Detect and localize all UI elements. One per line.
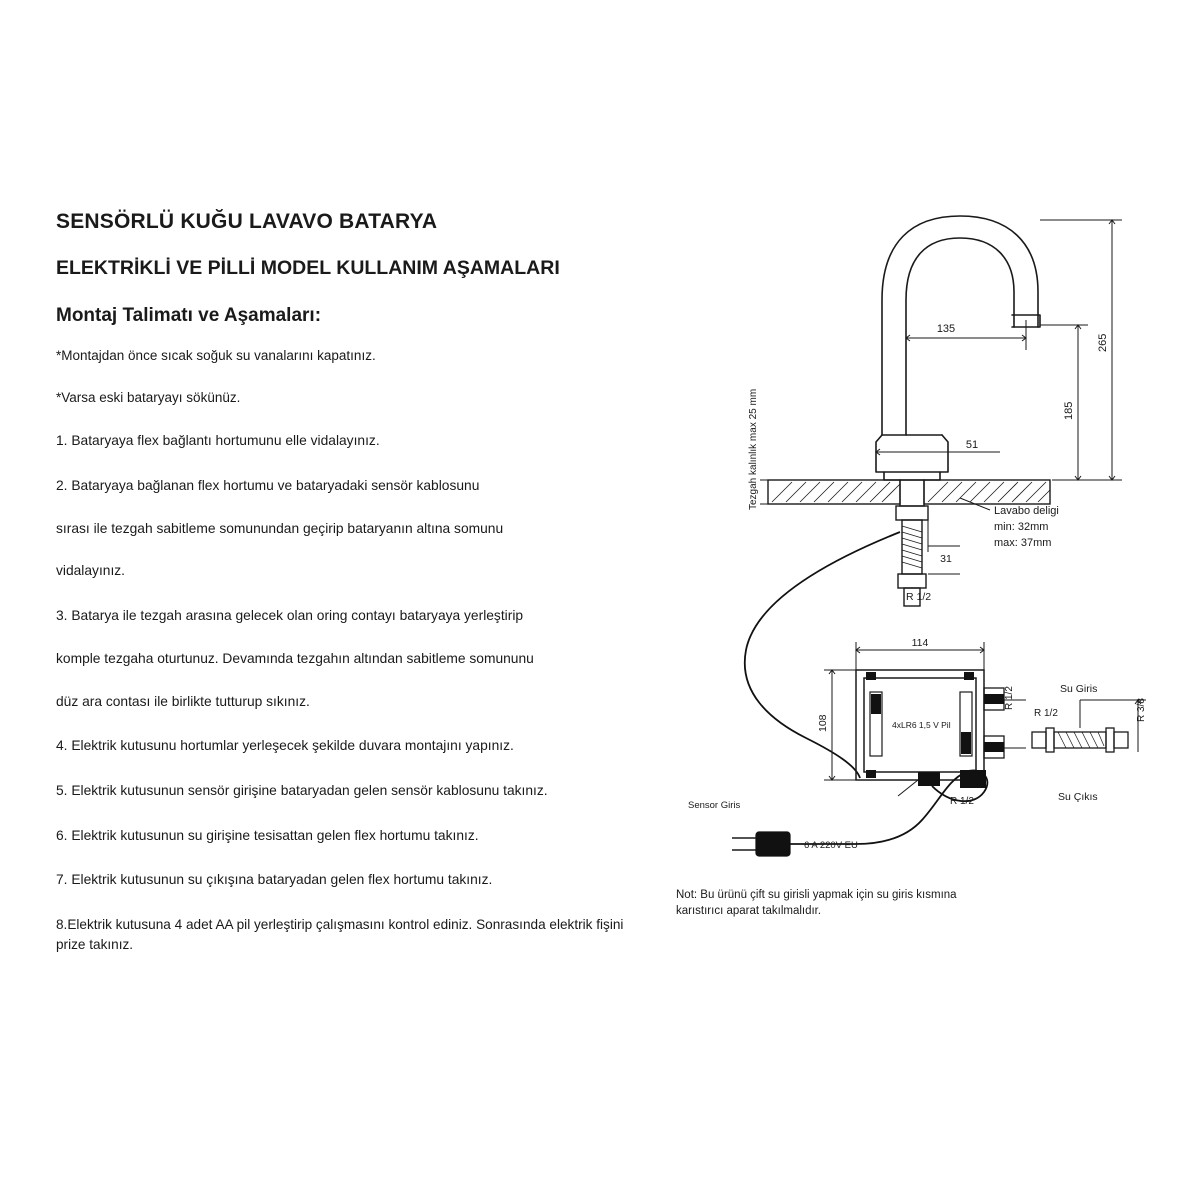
- label-body-height: 185: [1063, 401, 1075, 420]
- step-2-cont-2: vidalayınız.: [56, 563, 126, 579]
- step-6-text: 6. Elektrik kutusunun su girişine tesisattan gelen flex hortumu takınız.: [56, 827, 479, 843]
- label-basin-hole-title: Lavabo deligi: [994, 505, 1059, 517]
- step-3: [56, 606, 656, 712]
- label-hose-left-thread: R 1/2: [1034, 708, 1058, 719]
- label-thread-length: 31: [940, 553, 952, 565]
- label-plug-rating: 6 A 220V EU: [804, 840, 858, 851]
- step-2-text: 2. Bataryaya bağlanan flex hortumu ve bataryadaki sensör kablosunu: [56, 478, 480, 494]
- step-3-cont-2: düz ara contası ile birlikte tutturup sıkınız.: [56, 693, 310, 709]
- step-3-text: 3. Batarya ile tezgah arasına gelecek olan oring contayı bataryaya yerleştirip: [56, 608, 524, 624]
- step-5-text: 5. Elektrik kutusunun sensör girişine bataryadan gelen sensör kablosunu takınız.: [56, 782, 548, 798]
- label-box-port-bottom: R 1/2: [950, 796, 974, 807]
- step-1: [56, 431, 656, 452]
- label-battery-spec: 4xLR6 1,5 V Pil: [892, 720, 951, 730]
- step-5: [56, 781, 656, 802]
- step-8: 8.Elektrik kutusuna 4 adet AA pil yerleştirip çalışmasını kontrol ediniz. Sonrasında elektrik fişini prize takınız.: [56, 916, 624, 952]
- step-2-cont-1: sırası ile tezgah sabitleme somunundan geçirip bataryanın altına somunu: [56, 520, 504, 536]
- instructions-text-column: [56, 210, 656, 954]
- label-water-in: Su Giris: [1060, 683, 1098, 695]
- page-subtitle: ELEKTRİKLİ VE PİLLİ MODEL KULLANIM AŞAMALARI: [56, 257, 560, 279]
- step-1-text: 1. Bataryaya flex bağlantı hortumunu elle vidalayınız.: [56, 433, 380, 449]
- step-4-text: 4. Elektrik kutusunu hortumlar yerleşecek şekilde duvara montajını yapınız.: [56, 738, 514, 754]
- label-thread-size: R 1/2: [906, 591, 932, 603]
- step-4: [56, 736, 656, 757]
- footer-note-line-2: karıstırıcı aparat takılmalıdır.: [676, 904, 822, 917]
- label-hose-right-thread: R 3/8: [1136, 698, 1147, 722]
- label-spout-reach: 135: [936, 323, 956, 335]
- label-basin-hole-min: min: 32mm: [994, 521, 1049, 533]
- label-counter-thickness: Tezgah kalınlık max 25 mm: [748, 388, 759, 510]
- label-base-width: 51: [965, 439, 979, 451]
- section-heading: Montaj Talimatı ve Aşamaları:: [56, 304, 322, 326]
- label-box-width: 114: [911, 637, 929, 649]
- note-1: *Montajdan önce sıcak soğuk su vanalarını kapatınız.: [56, 347, 376, 363]
- label-box-height: 108: [817, 714, 829, 732]
- step-3-cont-1: komple tezgaha oturtunuz. Devamında tezgahın altından sabitleme somununu: [56, 650, 534, 666]
- step-2: [56, 476, 656, 582]
- step-7: [56, 870, 656, 891]
- label-water-out: Su Çıkıs: [1058, 791, 1098, 803]
- label-basin-hole-max: max: 37mm: [994, 537, 1052, 549]
- footer-note: [676, 888, 1056, 919]
- label-box-port-top: R 1/2: [1004, 686, 1015, 710]
- footer-note-line-1: Not: Bu ürünü çift su girisli yapmak için su giris kısmına: [676, 889, 957, 901]
- step-6: [56, 826, 656, 847]
- note-2: *Varsa eski bataryayı sökünüz.: [56, 390, 241, 406]
- technical-drawing: [660, 180, 1180, 960]
- step-7-text: 7. Elektrik kutusunun su çıkışına bataryadan gelen flex hortumu takınız.: [56, 872, 493, 888]
- label-sensor-in: Sensor Giris: [688, 800, 741, 811]
- page-title: SENSÖRLÜ KUĞU LAVAVO BATARYA: [56, 210, 438, 233]
- label-total-height: 265: [1097, 333, 1109, 352]
